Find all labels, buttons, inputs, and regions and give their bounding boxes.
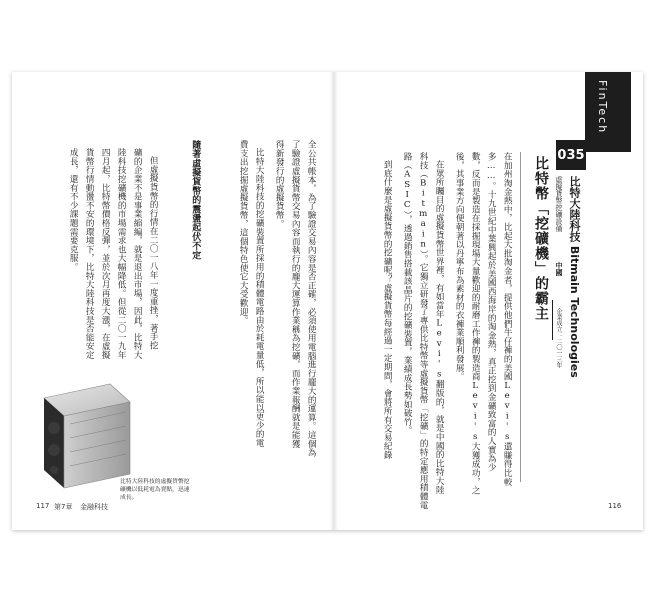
paragraph-line: 多……。十九世紀中葉興起於美國西海岸的淘金熱，真正挖到金礦致富的人實為少 — [486, 152, 497, 472]
chapter-label: 第7章 — [54, 503, 73, 511]
paragraph-line: 科技（Bitmain）。它獨立研發了專供比特幣等虛擬貨幣「挖礦」的特定應用積體電 — [418, 152, 429, 510]
paragraph-line: 數，反而是製造在採掘現場大量歡迎的耐磨工作褲的製造商Levi's大獲成功，之 — [470, 152, 481, 495]
company-title: 比特大陸科技 Bitmain Technologies — [568, 176, 581, 378]
paragraph-line: 比特大陸科技的挖礦裝置所採用的積體電路由於耗電量低，所以能以更少的電 — [254, 148, 265, 448]
paragraph-line: 了驗證虛擬貨幣交易內容而執行的龐大運算作業稱為挖礦，而作業報酬就是能獲 — [290, 140, 301, 448]
paragraph-line: 礦的企業不是事業縮編，就是退出市場，因此，比特大 — [132, 148, 143, 360]
paragraph-line: 後，其事業方向便朝著以丹寧布為素材的衣褲業順利發展。 — [454, 152, 465, 381]
paragraph-line: 到底什麼是虛擬貨幣的挖礦呢？虛擬貨幣每經過一定期間，會將所有交易紀錄 — [382, 160, 393, 460]
company-subtitle: 虛擬貨幣挖礦設備 — [555, 176, 563, 232]
paragraph-line: 在眾所矚目的虛擬貨幣世界裡，有如當年Levi's翻版的，就是中國的比特大陸 — [434, 160, 445, 494]
paragraph-line: 路（ASIC），透過銷售搭載該晶片的挖礦裝置，業績成長勢如破竹。 — [402, 152, 413, 435]
section-number: 035 — [556, 140, 586, 170]
paragraph-line: 得新發行的虛擬貨幣。 — [274, 140, 285, 228]
photo-caption: 比特大陸科技的虛擬貨幣挖礦機以低耗電為賣點，迅速成長。 — [120, 479, 190, 501]
paragraph-line: 在加州淘金熱中，比起大批淘金者，提供他們牛仔褲的美國Levi's還賺得比較 — [502, 152, 513, 486]
paragraph-line: 但虛擬貨幣的行情在二〇一八年一度重挫，著手挖 — [148, 156, 159, 350]
company-country: 中國 — [555, 262, 563, 276]
paragraph-line: 貨幣行情動盪不安的環境下，比特大陸科技是否能安定 — [84, 148, 95, 360]
paragraph-line: 全公共帳本，為了驗證交易內容是否正確，必須使用電腦進行龐大的運算。這個為 — [306, 140, 317, 457]
page-number-left: 117 — [36, 502, 50, 510]
headline-divider — [520, 152, 521, 482]
paragraph-line: 成長，還有不少課題需要克服。 — [68, 148, 79, 272]
article-headline: 比特幣「挖礦機」的霸主 — [533, 156, 549, 321]
section-tag: FinTech — [596, 80, 609, 135]
book-gutter — [330, 72, 338, 530]
chapter-title: 金融科技 — [80, 503, 108, 511]
title-rule — [552, 300, 553, 340]
paragraph-line: 陸科技挖礦機的市場需求也大幅降低。但從二〇一九年 — [116, 148, 127, 360]
section-subheading: 隨著虛擬貨幣的震盪起伏不定 — [190, 140, 201, 260]
page-number-right: 116 — [608, 502, 622, 510]
company-founded: 企業成立：二〇一三年 — [555, 308, 562, 368]
paragraph-line: 四月起，比特幣價格反彈，並於次月再度大漲，在虛擬 — [100, 148, 111, 360]
paragraph-line: 費支出挖掘虛擬貨幣，這個特色使它大受歡迎。 — [238, 140, 249, 325]
